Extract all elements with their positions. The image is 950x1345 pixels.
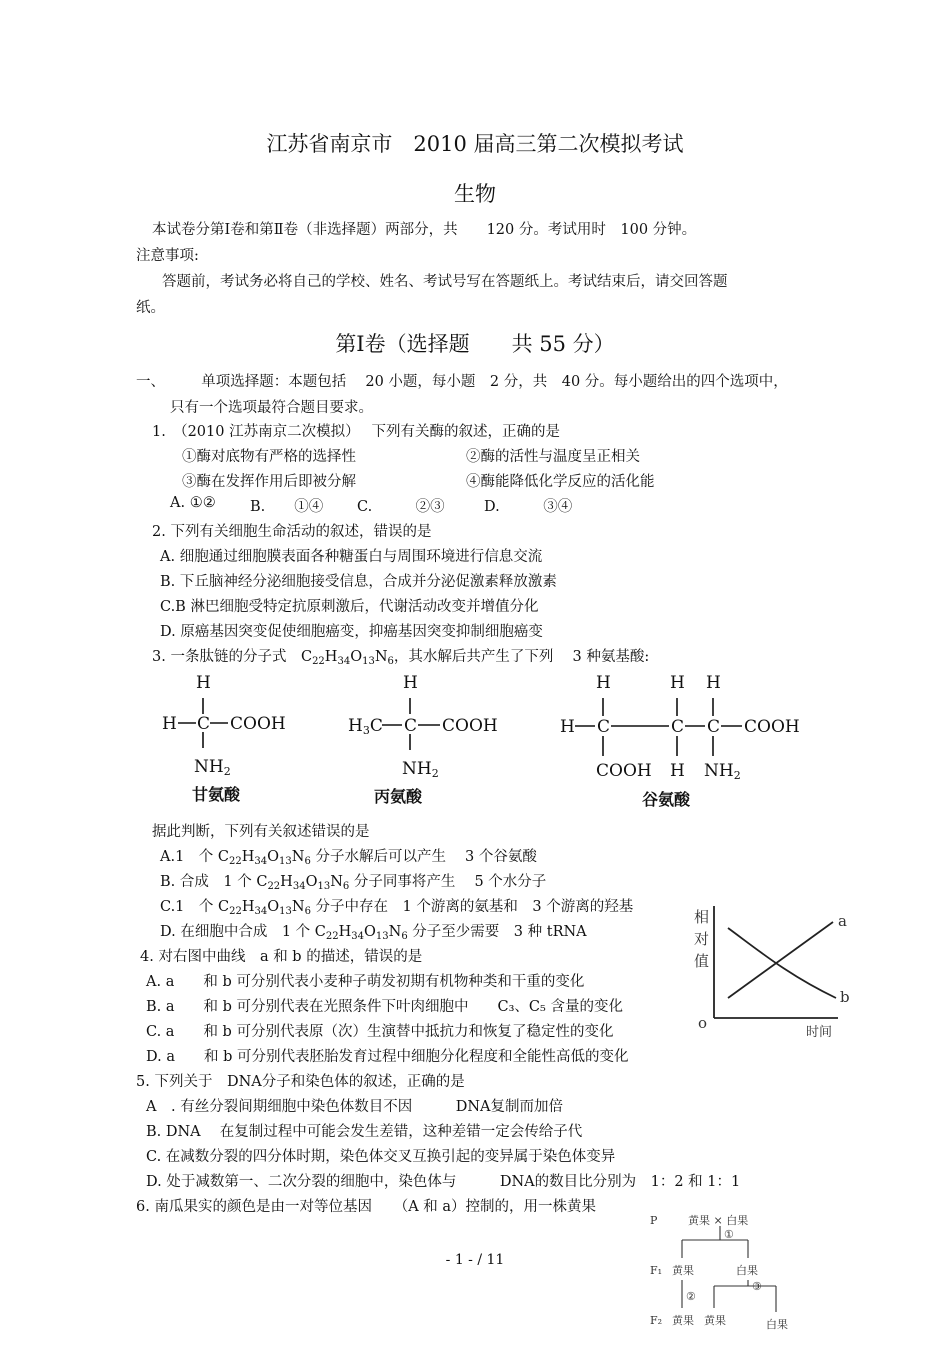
f2-white: 白果	[766, 1318, 788, 1331]
glu-cooh-bottom: COOH	[596, 761, 652, 781]
ala-cooh: COOH	[442, 716, 498, 736]
gly-c: C	[197, 714, 211, 734]
label-glycine: 甘氨酸	[192, 785, 241, 804]
q2-option-b: B. 下丘脑神经分泌细胞接受信息，合成并分泌促激素释放激素	[160, 574, 557, 590]
q3-stem: 3. 一条肽链的分子式 $C_{22}H_{34}O_{13}N_6$，其水解后共产生了下列 3 种氨基酸:	[152, 649, 650, 667]
f2-yellow-1: 黄果	[672, 1314, 694, 1327]
gly-nh2: NH2	[194, 757, 231, 778]
ala-h-top: H	[403, 673, 418, 693]
label-glutamic-acid: 谷氨酸	[642, 790, 691, 809]
q4-stem: 4. 对右图中曲线 a 和 b 的描述，错误的是	[140, 949, 423, 965]
glu-c3: C	[707, 717, 721, 737]
graph-x-label: 时间	[806, 1025, 833, 1040]
q4-option-a: A. a 和 b 可分别代表小麦种子萌发初期有机物种类和干重的变化	[146, 974, 585, 990]
section-intro-2: 只有一个选项最符合题目要求。	[170, 400, 373, 416]
glu-h-left: H	[560, 717, 575, 737]
f1-white: 白果	[736, 1264, 758, 1277]
graph-y-label-2: 对	[694, 930, 710, 948]
q2-stem: 2. 下列有关细胞生命活动的叙述，错误的是	[152, 524, 432, 540]
q2-option-c: C.B 淋巴细胞受特定抗原刺激后，代谢活动改变并增值分化	[160, 599, 539, 615]
section-intro-1: 一、 单项选择题：本题包括 20 小题，每小题 2 分，共 40 分。每小题给出的四个选项中，	[136, 374, 788, 390]
q1-option-a: A. ①②	[170, 495, 216, 511]
graph-y-label-3: 值	[694, 952, 710, 970]
section-heading: 第Ⅰ卷（选择题 共 55 分）	[335, 332, 615, 356]
p-cross: 黄果 × 白果	[688, 1214, 749, 1227]
q1-option-b: B. ①④	[250, 499, 324, 515]
notice-line-2: 纸。	[136, 300, 165, 316]
q5-option-a: A . 有丝分裂间期细胞中染色体数目不因 DNA复制而加倍	[146, 1099, 563, 1115]
q1-statement-4: ④酶能降低化学反应的活化能	[466, 474, 655, 490]
p-label: P	[650, 1214, 658, 1227]
q5-option-c: C. 在减数分裂的四分体时期，染色体交叉互换引起的变异属于染色体变异	[146, 1149, 616, 1165]
f2-label: F₂	[650, 1314, 663, 1327]
q5-stem: 5. 下列关于 DNA分子和染色体的叙述，正确的是	[136, 1074, 465, 1090]
q3-option-b: B. 合成 1 个 $C_{22}H_{34}O_{13}N_6$ 分子同事将产生 5 个水分子	[160, 874, 547, 892]
q3-formula: $C_{22}H_{34}O_{13}N_6$	[300, 649, 394, 667]
ala-c: C	[404, 716, 418, 736]
page-title: 江苏省南京市 2010 届高三第二次模拟考试	[266, 132, 684, 156]
curve-b-label: b	[840, 988, 850, 1006]
notice-label: 注意事项:	[136, 248, 199, 264]
glu-c2: C	[671, 717, 685, 737]
q4-option-d: D. a 和 b 可分别代表胚胎发育过程中细胞分化程度和全能性高低的变化	[146, 1049, 629, 1065]
q2-option-d: D. 原癌基因突变促使细胞癌变，抑癌基因突变抑制细胞癌变	[160, 624, 543, 640]
q6-cross-diagram	[648, 1210, 808, 1338]
glu-h2: H	[670, 673, 685, 693]
q3-option-a: A.1 个 $C_{22}H_{34}O_{13}N_6$ 分子水解后可以产生 3 个谷氨酸	[160, 849, 537, 867]
glu-h1: H	[596, 673, 611, 693]
curve-a-label: a	[838, 912, 847, 930]
q5-option-d: D. 处于减数第一、二次分裂的细胞中，染色体与 DNA的数目比分别为 1：2 和 1：1	[146, 1174, 741, 1190]
q3-option-d: D. 在细胞中合成 1 个 $C_{22}H_{34}O_{13}N_6$ 分子至少需要 3 种 tRNA	[160, 924, 587, 942]
glu-nh2: NH2	[704, 761, 741, 782]
graph-y-label-1: 相	[694, 908, 710, 926]
q1-option-c: C. ②③	[357, 499, 445, 515]
amino-acid-structures	[150, 668, 830, 810]
q2-option-a: A. 细胞通过细胞膜表面各种糖蛋白与周围环境进行信息交流	[160, 549, 543, 565]
notice-line-1: 答题前，考试务必将自己的学校、姓名、考试号写在答题纸上。考试结束后，请交回答题	[162, 274, 728, 290]
step-1: ①	[724, 1228, 734, 1241]
step-2: ②	[686, 1290, 696, 1303]
q1-statement-2: ②酶的活性与温度呈正相关	[466, 449, 640, 465]
q1-stem: 1. （2010 江苏南京二次模拟） 下列有关酶的叙述，正确的是	[152, 424, 560, 440]
subject-title: 生物	[454, 182, 496, 206]
gly-h-left: H	[162, 714, 177, 734]
glu-cooh: COOH	[744, 717, 800, 737]
glu-h-bottom: H	[670, 761, 685, 781]
ala-nh2: NH2	[402, 759, 439, 780]
graph-origin: o	[698, 1014, 708, 1032]
q1-option-d: D. ③④	[484, 499, 573, 515]
label-alanine: 丙氨酸	[374, 787, 423, 806]
gly-cooh: COOH	[230, 714, 286, 734]
ala-ch3: H3C	[348, 716, 383, 737]
curve-b-line	[728, 928, 836, 998]
curve-a-line	[728, 922, 833, 998]
q4-option-b: B. a 和 b 可分别代表在光照条件下叶肉细胞中 C₃、C₅ 含量的变化	[146, 999, 623, 1015]
step-3: ③	[752, 1280, 762, 1293]
glu-c1: C	[597, 717, 611, 737]
q4-option-c: C. a 和 b 可分别代表原（次）生演替中抵抗力和恢复了稳定性的变化	[146, 1024, 614, 1040]
f2-yellow-2: 黄果	[704, 1314, 726, 1327]
f1-label: F₁	[650, 1264, 663, 1277]
q1-statement-1: ①酶对底物有严格的选择性	[182, 449, 356, 465]
q3-judge: 据此判断，下列有关叙述错误的是	[152, 824, 370, 840]
q1-statement-3: ③酶在发挥作用后即被分解	[182, 474, 356, 490]
q3-option-c: C.1 个 $C_{22}H_{34}O_{13}N_6$ 分子中存在 1 个游离的氨基和 3 个游离的羟基	[160, 899, 634, 917]
page-number: - 1 - / 11	[445, 1252, 505, 1268]
gly-h-top: H	[196, 673, 211, 693]
glu-h3: H	[706, 673, 721, 693]
f1-yellow: 黄果	[672, 1264, 694, 1277]
q4-curve-graph	[688, 900, 863, 1040]
q5-option-b: B. DNA 在复制过程中可能会发生差错，这种差错一定会传给子代	[146, 1124, 583, 1140]
intro-line: 本试卷分第Ⅰ卷和第Ⅱ卷（非选择题）两部分，共 120 分。考试用时 100 分钟。	[152, 222, 697, 238]
q6-stem: 6. 南瓜果实的颜色是由一对等位基因 （A 和 a）控制的，用一株黄果	[136, 1199, 597, 1215]
